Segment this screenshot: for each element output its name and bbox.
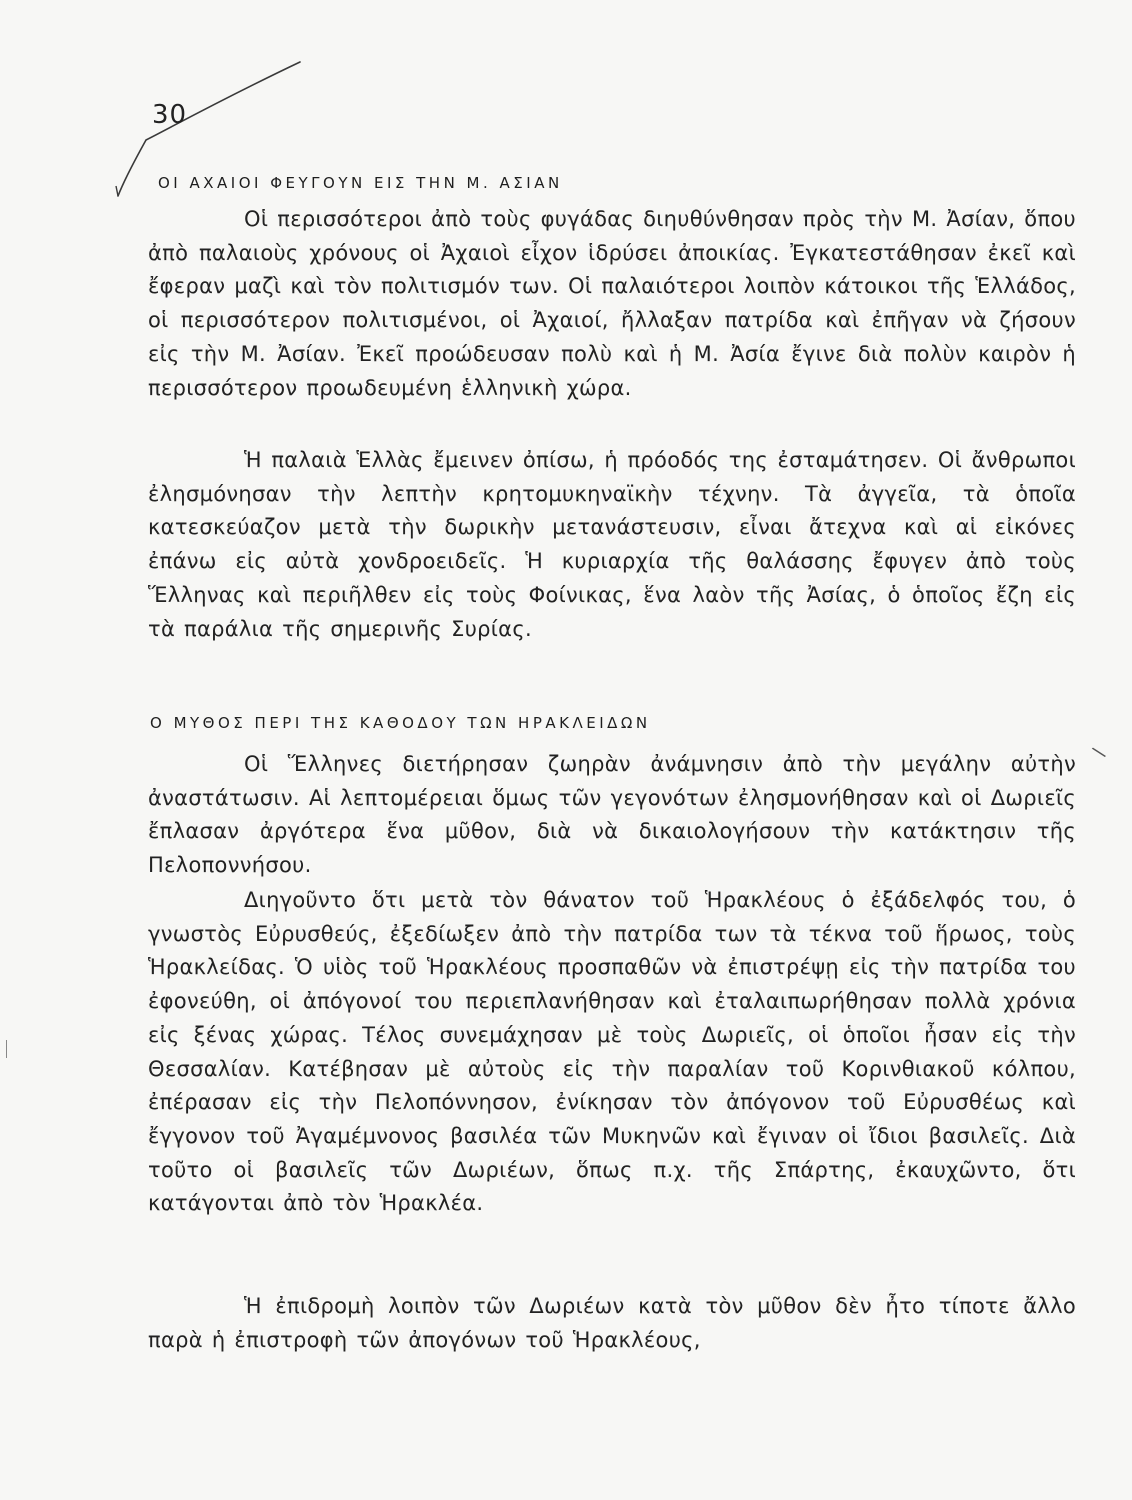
- paragraph-old-greece-decline: Ἡ παλαιὰ Ἑλλὰς ἔμεινεν ὀπίσω, ἡ πρόοδός της ἐσταμάτησεν. Οἱ ἄνθρωποι ἐλησμόνησαν τὴν λεπτὴν κρητομυκηναϊκὴν τέχνην. Τὰ ἀγγεῖα, τὰ ὁποῖα κατεσκεύαζον μετὰ τὴν δωρικὴν μετανάστευσιν, εἶναι ἄτεχνα καὶ αἱ εἰκόνες ἐπάνω εἰς αὐτὰ χονδροειδεῖς. Ἡ κυριαρχία τῆς θαλάσσης ἔφυγεν ἀπὸ τοὺς Ἕλληνας καὶ περιῆλθεν εἰς τοὺς Φοίνικας, ἕνα λαὸν τῆς Ἀσίας, ὁ ὁποῖος ἔζη εἰς τὰ παράλια τῆς σημερινῆς Συρίας.: [148, 448, 1076, 641]
- page-number: 30: [152, 100, 188, 130]
- paragraph-greeks-memory: Οἱ Ἕλληνες διετήρησαν ζωηρὰν ἀνάμνησιν ἀπὸ τὴν μεγάλην αὐτὴν ἀναστάτωσιν. Αἱ λεπτομέρειαι ὅμως τῶν γεγονότων ἐλησμονήθησαν καὶ οἱ Δωριεῖς ἔπλασαν ἀργότερα ἕνα μῦθον, διὰ νὰ δικαιολογήσουν τὴν κατάκτησιν τῆς Πελοποννήσου.: [148, 752, 1076, 878]
- margin-tick-mark: \: [1089, 742, 1109, 763]
- section-heading-achaeans: ΟΙ ΑΧΑΙΟΙ ΦΕΥΓΟΥΝ ΕΙΣ ΤΗΝ Μ. ΑΣΙΑΝ: [158, 174, 563, 192]
- paragraph-heraclids-myth: Διηγοῦντο ὅτι μετὰ τὸν θάνατον τοῦ Ἡρακλέους ὁ ἐξάδελφός του, ὁ γνωστὸς Εὐρυσθεύς, ἐξεδίωξεν ἀπὸ τὴν πατρίδα των τὰ τέκνα τοῦ ἥρωος, τοὺς Ἡρακλείδας. Ὁ υἱὸς τοῦ Ἡρακλέους προσπαθῶν νὰ ἐπιστρέψῃ εἰς τὴν πατρίδα του ἐφονεύθη, οἱ ἀπόγονοί του περιεπλανήθησαν καὶ ἐταλαιπωρήθησαν πολλὰ χρόνια εἰς ξένας χώρας. Τέλος συνεμάχησαν μὲ τοὺς Δωριεῖς, οἱ ὁποῖοι ἦσαν εἰς τὴν Θεσσαλίαν. Κατέβησαν μὲ αὐτοὺς εἰς τὴν παραλίαν τοῦ Κορινθιακοῦ κόλπου, ἐπέρασαν εἰς τὴν Πελοπόννησον, ἐνίκησαν τὸν ἀπόγονον τοῦ Εὐρυσθέως καὶ ἔγγονον τοῦ Ἀγαμέμνονος βασιλέα τῶν Μυκηνῶν καὶ ἔγιναν οἱ ἴδιοι βασιλεῖς. Διὰ τοῦτο οἱ βασιλεῖς τῶν Δωριέων, ὅπως π.χ. τῆς Σπάρτης, ἐκαυχῶντο, ὅτι κατάγονται ἀπὸ τὸν Ἡρακλέα.: [148, 888, 1076, 1216]
- section-heading-heraclids: Ο ΜΥΘΟΣ ΠΕΡΙ ΤΗΣ ΚΑΘΟΔΟΥ ΤΩΝ ΗΡΑΚΛΕΙΔΩΝ: [150, 714, 651, 732]
- paragraph-dorian-invasion: Ἡ ἐπιδρομὴ λοιπὸν τῶν Δωριέων κατὰ τὸν μῦθον δὲν ἦτο τίποτε ἄλλο παρὰ ἡ ἐπιστροφὴ τῶν ἀπογόνων τοῦ Ἡρακλέους,: [148, 1294, 1076, 1352]
- edge-scan-mark: [6, 1040, 7, 1058]
- paragraph-achaeans-asia-minor: Οἱ περισσότεροι ἀπὸ τοὺς φυγάδας διηυθύνθησαν πρὸς τὴν Μ. Ἀσίαν, ὅπου ἀπὸ παλαιοὺς χρόνους οἱ Ἀχαιοὶ εἶχον ἱδρύσει ἀποικίας. Ἐγκατεστάθησαν ἐκεῖ καὶ ἔφεραν μαζὶ καὶ τὸν πολιτισμόν των. Οἱ παλαιότεροι λοιπὸν κάτοικοι τῆς Ἑλλάδος, οἱ περισσότερον πολιτισμένοι, οἱ Ἀχαιοί, ἤλλαξαν πατρίδα καὶ ἐπῆγαν νὰ ζήσουν εἰς τὴν Μ. Ἀσίαν. Ἐκεῖ προώδευσαν πολὺ καὶ ἡ Μ. Ἀσία ἔγινε διὰ πολὺν καιρὸν ἡ περισσότερον προωδευμένη ἑλληνικὴ χώρα.: [148, 207, 1076, 400]
